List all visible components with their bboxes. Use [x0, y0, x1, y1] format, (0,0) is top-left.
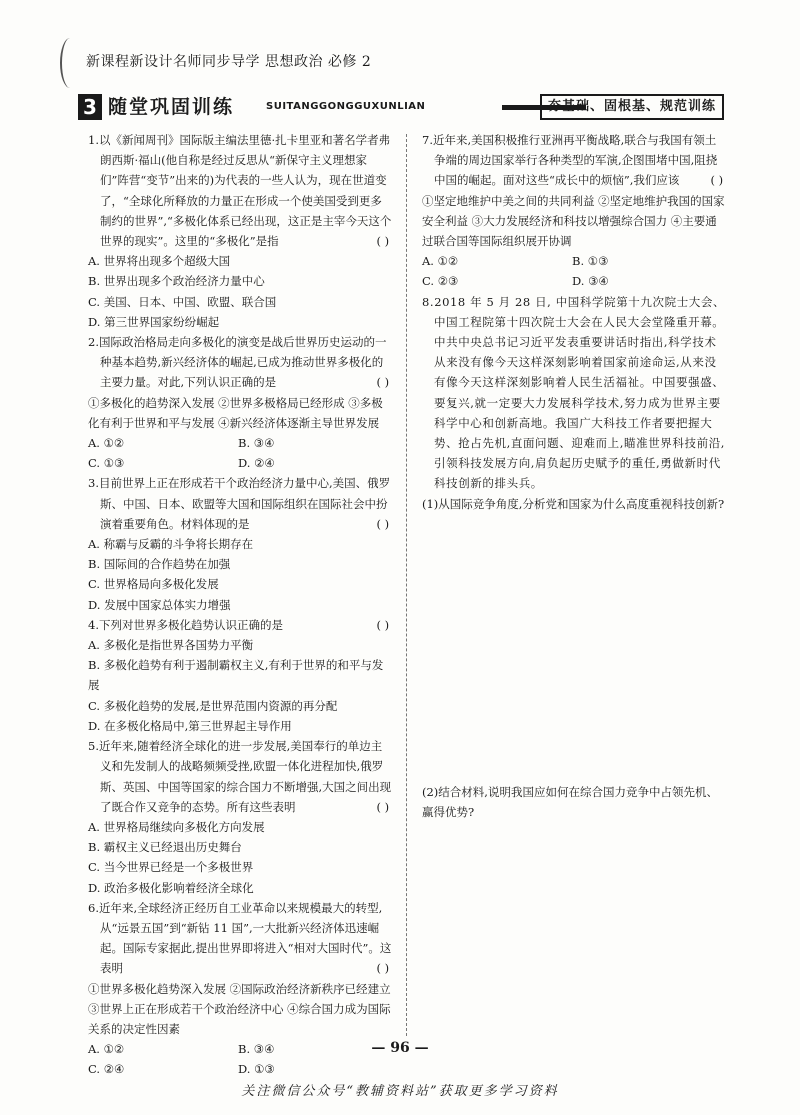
option: C. ①③	[88, 456, 125, 471]
statements: ①坚定地维护中美之间的共同利益 ②坚定地维护我国的国家安全利益 ③大力发展经济和科技以增强综合国力 ④主要通过联合国等国际组织展开协调	[422, 193, 725, 249]
option: B. 霸权主义已经退出历史舞台	[88, 840, 242, 855]
answer-parentheses: ( )	[376, 375, 390, 390]
option: B. 世界出现多个政治经济力量中心	[88, 274, 265, 289]
answer-parentheses: ( )	[376, 799, 390, 814]
option-grid	[422, 251, 727, 291]
option: C. 当今世界已经是一个多极世界	[88, 860, 254, 875]
page-number: — 96 —	[371, 1040, 429, 1056]
option: A. 称霸与反霸的斗争将长期存在	[88, 537, 254, 552]
question-stem: 5.近年来,随着经济全球化的进一步发展,美国奉行的单边主义和先发制人的战略频频受挫,欧盟一体化进程加快,俄罗斯、英国、中国等国家的综合国力不断增强,大国之间出现了既合作又竞争的态势。所有这些表明 ( )	[88, 736, 393, 817]
option: D. ③④	[572, 274, 609, 289]
sub-question-2: (2)结合材料,说明我国应如何在综合国力竞争中占领先机、赢得优势?	[422, 784, 718, 820]
option: B. ①③	[572, 254, 609, 269]
option: B. 国际间的合作趋势在加强	[88, 557, 231, 572]
option-grid	[88, 433, 393, 473]
question-5	[88, 736, 393, 898]
answer-space	[422, 514, 727, 782]
option: A. ①②	[422, 254, 459, 269]
margin-curve-decoration	[60, 38, 80, 88]
option: A. ①②	[88, 436, 125, 451]
answer-parentheses: ( )	[376, 961, 390, 976]
answer-parentheses: ( )	[376, 516, 390, 531]
sub-question-1: (1)从国际竞争角度,分析党和国家为什么高度重视科技创新?	[422, 496, 725, 511]
answer-parentheses: ( )	[710, 173, 724, 188]
right-column	[422, 130, 727, 822]
section-number: 3	[78, 94, 102, 120]
option: B. ③④	[238, 436, 275, 451]
option: A. ①②	[88, 1042, 125, 1057]
question-stem: 6.近年来,全球经济正经历自工业革命以来规模最大的转型,从“远景五国”到“新钻 11 国”,一大批新兴经济体迅速崛起。国际专家据此,提出世界即将进入“相对大国时代”。这表明 ( )	[88, 898, 393, 979]
question-8	[422, 292, 727, 823]
option: D. ①③	[238, 1062, 275, 1077]
question-stem: 1.以《新闻周刊》国际版主编法里德·扎卡里亚和著名学者弗朗西斯·福山(他自称是经过反思从“新保守主义理想家们”阵营“变节”出来的)为代表的一些人认为，现在世道变了，“全球化所释放的力量正在形成一个使美国受到更多制约的世界”,“多极化体系已经出现，这正是主宰今天这个世界的现实”。这里的“多极化”是指 ( )	[88, 130, 393, 251]
option: D. 政治多极化影响着经济全球化	[88, 880, 254, 895]
left-column	[88, 130, 393, 1080]
section-banner	[78, 94, 724, 120]
question-3	[88, 473, 393, 614]
option: C. 世界格局向多极化发展	[88, 577, 219, 592]
question-stem: 3.目前世界上正在形成若干个政治经济力量中心,美国、俄罗斯、中国、日本、欧盟等大国和国际组织在国际社会中扮演着重要角色。材料体现的是 ( )	[88, 473, 393, 534]
option: D. 在多极化格局中,第三世界起主导作用	[88, 718, 292, 733]
option: B. ③④	[238, 1042, 275, 1057]
question-1	[88, 130, 393, 332]
statements: ①多极化的趋势深入发展 ②世界多极格局已经形成 ③多极化有利于世界和平与发展 ④新兴经济体逐渐主导世界发展	[88, 395, 383, 430]
column-divider	[406, 134, 407, 1036]
section-pinyin: SUITANGGONGGUXUNLIAN	[266, 101, 426, 112]
footer-note: 关注微信公众号“教辅资料站”获取更多学习资料	[241, 1084, 559, 1099]
answer-parentheses: ( )	[376, 234, 390, 249]
running-head: 新课程新设计名师同步导学 思想政治 必修 2	[86, 54, 372, 70]
statements: ①世界多极化趋势深入发展 ②国际政治经济新秩序已经建立 ③世界上正在形成若干个政治经济中心 ④综合国力成为国际关系的决定性因素	[88, 981, 391, 1036]
question-stem: 4.下列对世界多极化趋势认识正确的是 ( )	[88, 615, 393, 635]
question-2	[88, 332, 393, 473]
option: A. 世界将出现多个超级大国	[88, 254, 231, 269]
question-4	[88, 615, 393, 736]
option: D. 第三世界国家纷纷崛起	[88, 314, 220, 329]
option: C. 美国、日本、中国、欧盟、联合国	[88, 294, 277, 309]
question-7	[422, 130, 727, 292]
option: C. ②④	[88, 1062, 125, 1077]
option: B. 多极化趋势有利于遏制霸权主义,有利于世界的和平与发展	[88, 658, 384, 693]
question-material: 8.2018 年 5 月 28 日, 中国科学院第十九次院士大会、中国工程院第十四次院士大会在人民大会堂隆重开幕。中共中央总书记习近平发表重要讲话时指出,科学技术从来没有像今天这样深刻影响着国家前途命运,从来没有像今天这样深刻影响着人民生活福祉。中国要强盛、要复兴,就一定要大力发展科学技术,努力成为世界主要科学中心和创新高地。我国广大科技工作者要把握大势、抢占先机,直面问题、迎难而上,瞄准世界科技前沿,引领科技发展方向,肩负起历史赋予的重任,勇做新时代科技创新的排头兵。	[422, 294, 726, 491]
question-stem: 7.近年来,美国积极推行亚洲再平衡战略,联合与我国有领土争端的周边国家举行各种类型的军演,企图围堵中国,阻挠中国的崛起。面对这些“成长中的烦恼”,我们应该 ( )	[422, 130, 727, 191]
option: D. ②④	[238, 456, 275, 471]
option: A. 世界格局继续向多极化方向发展	[88, 819, 265, 834]
option: A. 多极化是指世界各国势力平衡	[88, 638, 254, 653]
option: C. ②③	[422, 274, 459, 289]
section-title: 随堂巩固训练	[108, 96, 235, 118]
section-slogan: 夯基础、固根基、规范训练	[540, 94, 724, 120]
answer-parentheses: ( )	[376, 617, 390, 632]
option: D. 发展中国家总体实力增强	[88, 597, 231, 612]
question-stem: 2.国际政治格局走向多极化的演变是战后世界历史运动的一种基本趋势,新兴经济体的崛起,已成为推动世界多极化的主要力量。对此,下列认识正确的是 ( )	[88, 332, 393, 393]
option: C. 多极化趋势的发展,是世界范围内资源的再分配	[88, 698, 338, 713]
